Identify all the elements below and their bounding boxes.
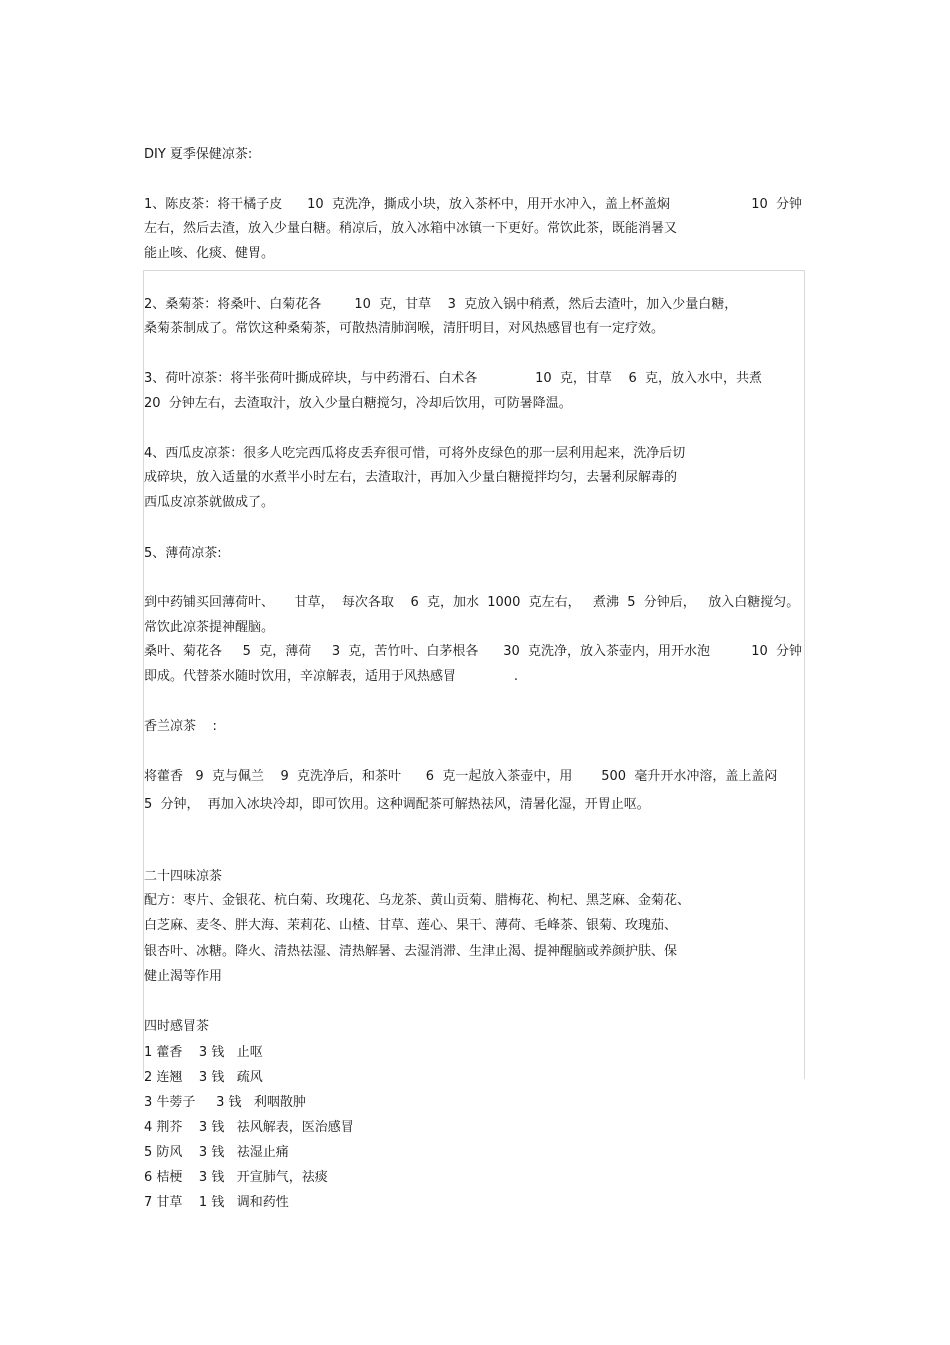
chenpi-tea-line-1: 1、陈皮茶：将干橘子皮 10 克洗净，撕成小块，放入茶杯中，用开水冲入，盖上杯盖焖 [144,197,670,212]
xianglan-tea-line-2: 5 分钟， 再加入冰块冷却，即可饮用。这种调配茶可解热祛风，清暑化湿，开胃止呕。 [144,797,650,812]
chenpi-tea-line-3: 能止咳、化痰、健胃。 [144,246,275,261]
cold-tea-item: 2 连翘 3 钱 疏风 [144,1070,263,1085]
cold-tea-title: 四时感冒茶 [144,1019,210,1034]
tea24-line-4: 健止渴等作用 [144,969,223,984]
heye-tea-line-1: 3、荷叶凉茶：将半张荷叶撕成碎块，与中药滑石、白术各 10 克，甘草 6 克，放入水中，共煮 [144,371,762,386]
mint-tea-title: 5、薄荷凉茶: [144,546,222,561]
mint-tea-line-2: 常饮此凉茶提神醒脑。 [144,620,275,635]
tea24-line-1: 配方：枣片、金银花、杭白菊、玫瑰花、乌龙茶、黄山贡菊、腊梅花、枸杞、黑芝麻、金菊花、 [144,893,691,908]
mint-tea-line-3-end: 10 分钟 [751,644,802,659]
cold-tea-item: 1 藿香 3 钱 止呕 [144,1045,263,1060]
heye-tea-line-2: 20 分钟左右，去渣取汁，放入少量白糖搅匀，冷却后饮用，可防暑降温。 [144,396,572,411]
chenpi-tea-line-2: 左右，然后去渣，放入少量白糖。稍凉后，放入冰箱中冰镇一下更好。常饮此茶，既能消暑又 [144,221,678,236]
cold-tea-item: 5 防风 3 钱 祛湿止痛 [144,1145,289,1160]
sangju-tea-line-2: 桑菊茶制成了。常饮这种桑菊茶，可散热清肺润喉，清肝明目，对风热感冒也有一定疗效。 [144,321,665,336]
watermelon-tea-line-1: 4、西瓜皮凉茶：很多人吃完西瓜将皮丢弃很可惜，可将外皮绿色的那一层利用起来，洗净后切 [144,446,686,461]
cold-tea-item: 7 甘草 1 钱 调和药性 [144,1195,289,1210]
cold-tea-item: 6 桔梗 3 钱 开宣肺气，祛痰 [144,1170,328,1185]
mint-tea-line-3: 桑叶、菊花各 5 克，薄荷 3 克，苦竹叶、白茅根各 30 克洗净，放入茶壶内，用开水泡 [144,644,710,659]
cold-tea-item: 3 牛蒡子 3 钱 利咽散肿 [144,1095,306,1110]
cold-tea-item: 4 荆芥 3 钱 祛风解表，医治感冒 [144,1120,354,1135]
watermelon-tea-line-3: 西瓜皮凉茶就做成了。 [144,495,275,510]
watermelon-tea-line-2: 成碎块，放入适量的水煮半小时左右，去渣取汁，再加入少量白糖搅拌均匀，去暑利尿解毒的 [144,470,678,485]
xianglan-tea-line-1: 将藿香 9 克与佩兰 9 克洗净后，和茶叶 6 克一起放入茶壶中，用 500 毫升开水冲溶，盖上盖闷 [144,769,778,784]
mint-tea-line-4: 即成。代替茶水随时饮用，辛凉解表，适用于风热感冒 . [144,669,518,684]
tea24-line-2: 白芝麻、麦冬、胖大海、茉莉花、山楂、甘草、莲心、果干、薄荷、毛峰茶、银菊、玫瑰茄、 [144,918,678,933]
document-title: DIY 夏季保健凉茶: [144,147,253,162]
tea24-line-3: 银杏叶、冰糖。降火、清热祛湿、清热解暑、去湿消滞、生津止渴、提神醒脑或养颜护肤、保 [144,944,678,959]
xianglan-tea-title: 香兰凉茶 : [144,719,217,734]
tea24-title: 二十四味凉茶 [144,869,223,884]
chenpi-tea-line-1-end: 10 分钟 [751,197,802,212]
sangju-tea-line-1: 2、桑菊茶：将桑叶、白菊花各 10 克，甘草 3 克放入锅中稍煮，然后去渣叶，加入少量白糖， [144,297,738,312]
mint-tea-line-1: 到中药铺买回薄荷叶、 甘草， 每次各取 6 克，加水 1000 克左右， 煮沸 5 分钟后， 放入白糖搅匀。 [144,595,800,610]
